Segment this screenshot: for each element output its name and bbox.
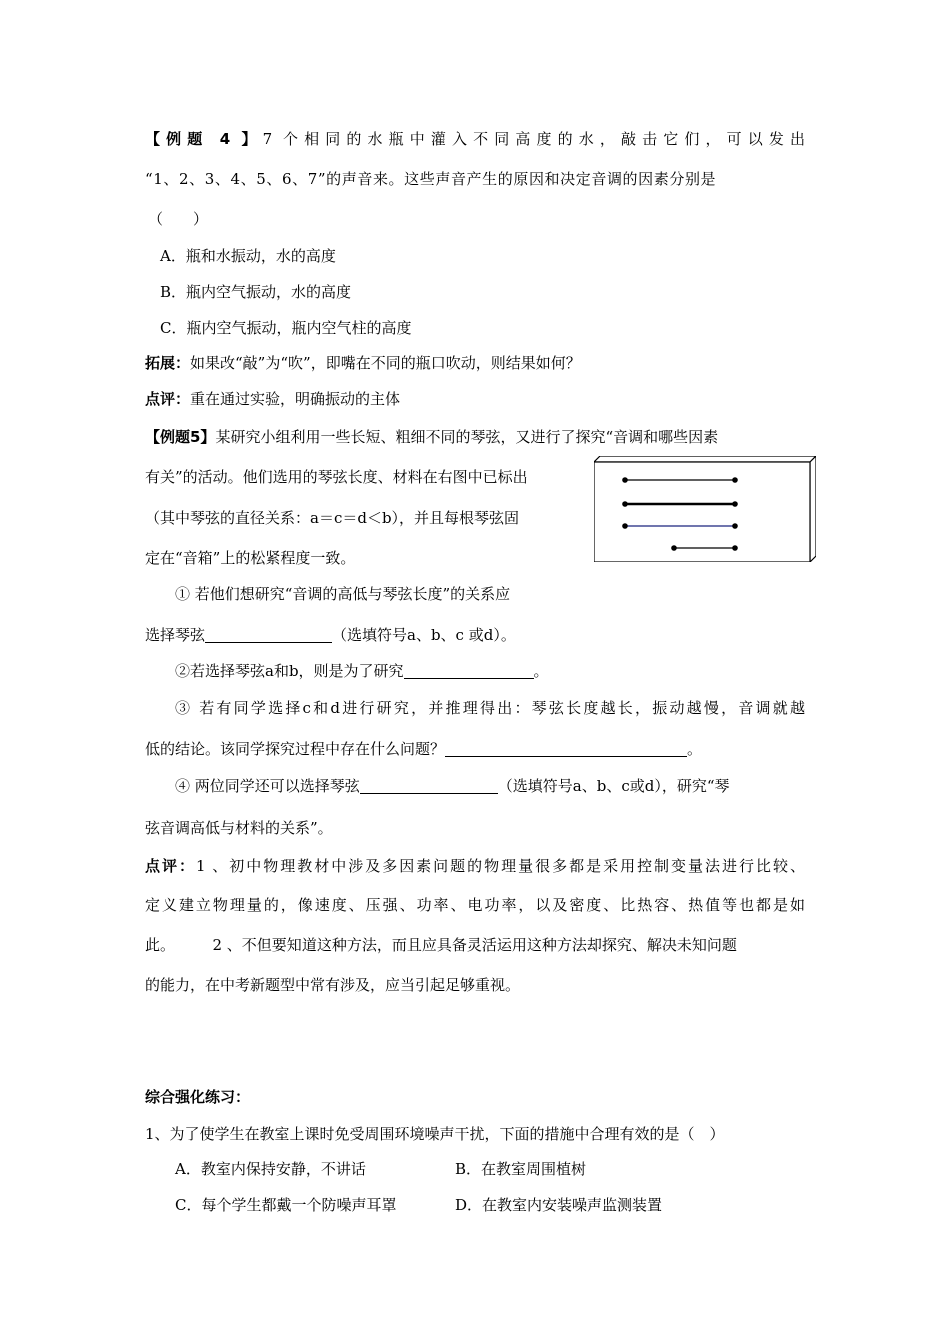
string-c-peg-left bbox=[622, 523, 628, 529]
practice-question-1: 1、为了使学生在教室上课时免受周围环境噪声干扰，下面的措施中合理有效的是（ ） bbox=[145, 1125, 725, 1143]
question-4-line2: 弦音调高低与材料的关系”。 bbox=[145, 819, 333, 837]
example4-comment: 点评：重在通过实验，明确振动的主体 bbox=[145, 390, 401, 408]
extend-label: 拓展： bbox=[145, 354, 191, 372]
example4-label: 【例题 4 】 bbox=[145, 130, 263, 148]
question-1-line2: 选择琴弦 （选填符号a、b、c 或d）。 bbox=[145, 626, 516, 644]
example4-extend: 拓展：如果改“敲”为“吹”，即嘴在不同的瓶口吹动，则结果如何？ bbox=[145, 354, 581, 372]
example5-comment-line4: 的能力，在中考新题型中常有涉及，应当引起足够重视。 bbox=[145, 976, 521, 994]
example4-paren: （ ） bbox=[148, 210, 209, 228]
example5-comment-line1: 点评：1 、初中物理教材中涉及多因素问题的物理量很多都是采用控制变量法进行比较、 bbox=[145, 857, 805, 875]
answer-blank-1[interactable] bbox=[205, 626, 332, 643]
example4-option-a: A．瓶和水振动，水的高度 bbox=[160, 247, 336, 265]
question-3-line1: ③ 若有同学选择c和d进行研究，并推理得出：琴弦长度越长，振动越慢，音调就越 bbox=[175, 699, 805, 717]
example5-intro4: 定在“音箱”上的松紧程度一致。 bbox=[145, 549, 356, 567]
example5-intro2: 有关”的活动。他们选用的琴弦长度、材料在右图中已标出 bbox=[145, 468, 528, 486]
question-2: ②若选择琴弦a和b，则是为了研究 。 bbox=[175, 662, 549, 680]
string-b-peg-right bbox=[732, 501, 738, 507]
box-front-face bbox=[594, 462, 810, 562]
example4-option-b: B．瓶内空气振动，水的高度 bbox=[160, 283, 352, 301]
practice-heading: 综合强化练习： bbox=[145, 1088, 251, 1106]
question-4-line1: ④ 两位同学还可以选择琴弦 （选填符号a、b、c或d），研究“琴 bbox=[175, 777, 730, 795]
practice-option-a: A．教室内保持安静，不讲话 bbox=[175, 1160, 366, 1178]
practice-option-d: D．在教室内安装噪声监测装置 bbox=[455, 1196, 663, 1214]
comment-label: 点评： bbox=[145, 390, 191, 408]
string-d-peg-right bbox=[732, 545, 738, 551]
example4-line2: “1、2、3、4、5、6、7”的声音来。这些声音产生的原因和决定音调的因素分别是 bbox=[145, 170, 717, 188]
answer-blank-2[interactable] bbox=[404, 662, 534, 679]
example5-comment-label: 点评： bbox=[145, 857, 196, 875]
example5-intro3: （其中琴弦的直径关系：a＝c＝d＜b），并且每根琴弦固 bbox=[145, 509, 520, 527]
example5-comment-line3: 此。 2 、不但要知道这种方法，而且应具备灵活运用这种方法却探究、解决未知问题 bbox=[145, 936, 737, 954]
box-top-face bbox=[594, 456, 816, 462]
question-3-line2: 低的结论。该同学探究过程中存在什么问题？ 。 bbox=[145, 740, 703, 758]
practice-option-c: C．每个学生都戴一个防噪声耳罩 bbox=[175, 1196, 397, 1214]
example5-intro1: 【例题5】某研究小组利用一些长短、粗细不同的琴弦，又进行了探究“音调和哪些因素 bbox=[145, 428, 719, 446]
string-b-peg-left bbox=[622, 501, 628, 507]
example4-line1: 【例题 4 】7 个相同的水瓶中灌入不同高度的水，敲击它们，可以发出 bbox=[145, 130, 805, 148]
string-box-figure bbox=[594, 456, 816, 562]
answer-blank-4[interactable] bbox=[360, 777, 498, 794]
string-d-peg-left bbox=[671, 545, 677, 551]
example5-comment-line2: 定义建立物理量的，像速度、压强、功率、电功率，以及密度、比热容、热值等也都是如 bbox=[145, 896, 805, 914]
answer-blank-3[interactable] bbox=[445, 740, 687, 757]
example5-label: 【例题5】 bbox=[145, 428, 216, 446]
box-side-face bbox=[810, 456, 816, 562]
question-1-line1: ① 若他们想研究“音调的高低与琴弦长度”的关系应 bbox=[175, 585, 511, 603]
string-a-peg-right bbox=[732, 477, 738, 483]
string-c-peg-right bbox=[732, 523, 738, 529]
practice-option-b: B．在教室周围植树 bbox=[455, 1160, 587, 1178]
string-a-peg-left bbox=[622, 477, 628, 483]
example4-option-c: C．瓶内空气振动，瓶内空气柱的高度 bbox=[160, 319, 412, 337]
